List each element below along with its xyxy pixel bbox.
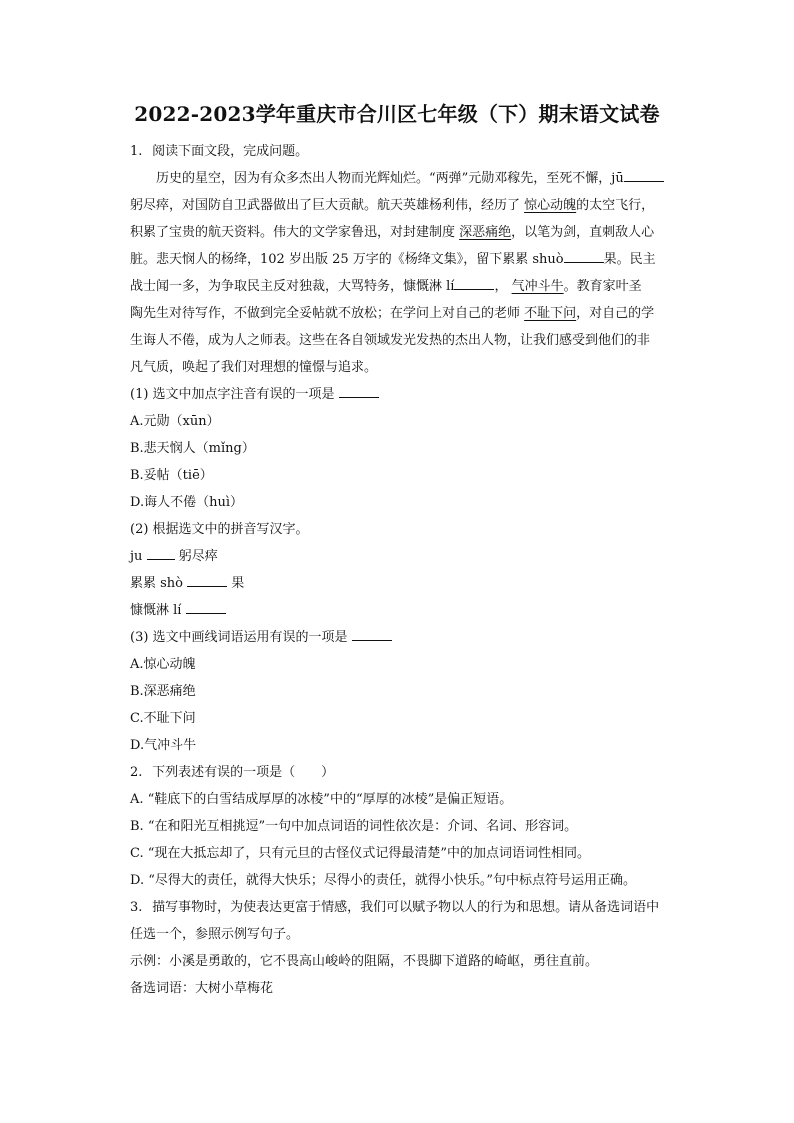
passage-line [130,219,690,246]
word-text: 躬尽瘁 [178,549,218,564]
answer-blank[interactable] [564,248,604,263]
option-item[interactable]: B.悲天悯人（mǐng） [130,441,255,456]
answer-blank[interactable] [454,275,494,290]
option-item[interactable]: A.元勋（xūn） [130,414,220,429]
passage-text: 战士闻一多，为争取民主反对独裁，大骂特务，慷慨淋 lí [130,279,455,294]
passage-text: 脏。悲天悯人的杨绛，102 岁出版 25 万字的《杨绛文集》，留下累累 shuò [130,252,564,267]
answer-blank[interactable] [339,383,379,398]
passage-text: ，对自己的学 [576,306,655,321]
sub-question-2: (2) 根据选文中的拼音写汉字。 [130,522,309,537]
question-number: 1. [130,144,143,159]
question-prompt: 下列表述有误的一项是（ ） [152,765,335,780]
passage-line [130,273,690,300]
passage-text: ，以笔为剑，直刺敌人心 [511,225,655,240]
underlined-word: 气冲斗牛 [511,279,564,294]
passage-text: 历史的星空，因为有众多杰出人物而光辉灿烂。“两弹”元勋邓稼先，至死不懈，jū [156,171,624,186]
answer-blank[interactable] [352,626,392,641]
sub-question-1 [130,381,690,408]
passage-line [130,354,690,381]
underlined-word: 深恶痛绝 [459,225,512,240]
sub-question-prompt: (1) 选文中加点字注音有误的一项是 [130,387,335,402]
option-item[interactable]: C.不耻下问 [130,711,196,726]
fill-item [130,597,690,624]
candidate-words: 备选词语：大树小草梅花 [130,981,274,996]
passage-line [130,300,690,327]
answer-blank[interactable] [186,599,226,614]
passage-text: 积累了宝贵的航天资料。伟大的文学家鲁迅，对封建制度 [130,225,460,240]
passage-text: 生诲人不倦，成为人之师表。这些在各自领域发光发热的杰出人物，让我们感受到他们的非 [130,333,651,348]
sub-question-prompt: (3) 选文中画线词语运用有误的一项是 [130,630,348,645]
option-item[interactable]: A.惊心动魄 [130,657,196,672]
answer-blank[interactable] [147,545,175,560]
fill-item [130,543,690,570]
question-1-header [130,138,690,165]
underlined-word: 惊心动魄 [524,198,577,213]
fill-item [130,570,690,597]
answer-blank[interactable] [187,572,227,587]
question-prompt: 阅读下面文段，完成问题。 [152,144,309,159]
passage-text: 陶先生对待写作，不做到完全妥帖就不放松；在学问上对自己的老师 [130,306,525,321]
passage-text: 凡气质，唤起了我们对理想的憧憬与追求。 [130,360,378,375]
exam-content [130,138,690,1002]
option-item[interactable]: D. “尽得大的责任，就得大快乐；尽得小的责任，就得小快乐。”句中标点符号运用正确。 [130,873,637,888]
option-item[interactable]: A. “鞋底下的白雪结成厚厚的冰棱”中的“厚厚的冰棱”是偏正短语。 [130,792,513,807]
option-item[interactable]: B. “在和阳光互相挑逗”一句中加点词语的词性依次是：介词、名词、形容词。 [130,819,578,834]
word-text: 果 [231,576,245,591]
option-item[interactable]: D.气冲斗牛 [130,738,197,753]
passage-text: 果。民主 [603,252,656,267]
passage-line [130,327,690,354]
passage-text: 的太空飞行， [576,198,655,213]
underlined-word: 不耻下问 [524,306,577,321]
sub-question-3 [130,624,690,651]
option-item[interactable]: B.深恶痛绝 [130,684,196,699]
question-number: 3. [130,900,143,915]
question-3-header [130,894,690,921]
option-item[interactable]: C. “现在大抵忘却了，只有元旦的古怪仪式记得最清楚”中的加点词语词性相同。 [130,846,591,861]
passage-line [130,246,690,273]
question-prompt: 描写事物时，为使表达更富于情感，我们可以赋予物以人的行为和思想。请从备选词语中 [152,900,660,915]
passage-text: ， [494,279,512,294]
question-number: 2. [130,765,143,780]
passage-line [130,165,690,192]
pinyin-text: 慷慨淋 lí [130,603,182,618]
answer-blank[interactable] [624,167,664,182]
question-prompt-continued: 任选一个，参照示例写句子。 [130,927,300,942]
passage-text: 。教育家叶圣 [563,279,642,294]
pinyin-text: ju [130,549,143,564]
page-title: 2022-2023学年重庆市合川区七年级（下）期末语文试卷 [134,102,660,126]
passage-text: 躬尽瘁，对国防自卫武器做出了巨大贡献。航天英雄杨利伟，经历了 [130,198,525,213]
option-item[interactable]: B.妥帖（tiē） [130,468,213,483]
question-2-header [130,759,690,786]
reading-passage [130,165,690,381]
passage-line [130,192,690,219]
pinyin-text: 累累 shò [130,576,184,591]
option-item[interactable]: D.诲人不倦（huì） [130,495,243,510]
example-text: 示例：小溪是勇敢的，它不畏高山峻岭的阻隔，不畏脚下道路的崎岖，勇往直前。 [130,954,599,969]
